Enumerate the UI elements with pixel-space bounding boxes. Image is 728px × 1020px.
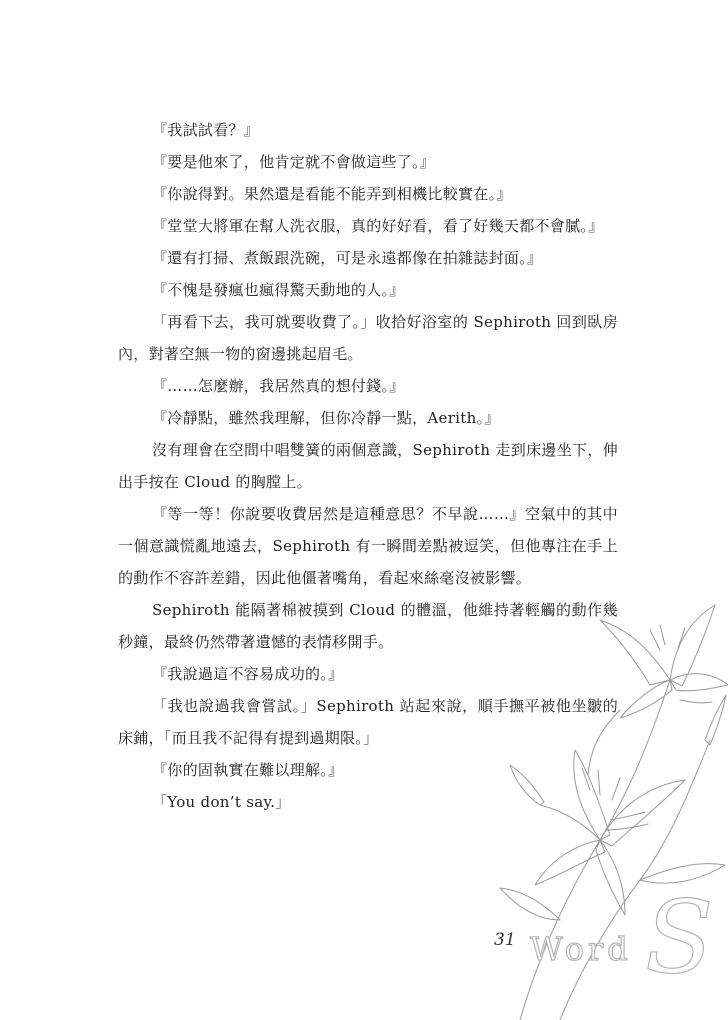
paragraph: 『不愧是發瘋也瘋得驚天動地的人。』 [152,281,405,299]
page-number: 31 [494,930,516,950]
paragraph: 「我也說過我會嘗試。」Sephiroth 站起來說，順手撫平被他坐皺的床鋪，「而且我不記得有提到過期限。」 [118,697,618,747]
paragraph: 『你說得對。果然還是看能不能弄到相機比較實在。』 [152,185,512,203]
paragraph: 『要是他來了，他肯定就不會做這些了。』 [152,153,436,171]
paragraph: 『還有打掃、煮飯跟洗碗，可是永遠都像在拍雜誌封面。』 [152,249,543,267]
paragraph: 沒有理會在空間中唱雙簧的兩個意識，Sephiroth 走到床邊坐下，伸出手按在 Cloud 的胸膛上。 [118,441,618,491]
paragraph: 『……怎麼辦，我居然真的想付錢。』 [152,377,405,395]
s-word-logo [530,879,714,996]
paragraph: 「再看下去，我可就要收費了。」收拾好浴室的 Sephiroth 回到臥房內，對著空無一物的窗邊挑起眉毛。 [118,313,618,363]
logo-letter: S [645,879,714,996]
paragraph: 『我說過這不容易成功的。』 [152,665,344,683]
logo-word: Word [530,930,632,968]
paragraph: Sephiroth 能隔著棉被摸到 Cloud 的體溫，他維持著輕觸的動作幾秒鐘，最終仍然帶著遺憾的表情移開手。 [118,601,618,651]
paragraph: 「You don’t say.」 [152,793,291,811]
paragraph: 『你的固執實在難以理解。』 [152,761,344,779]
paragraph: 『我試試看？』 [152,121,260,139]
paragraph: 『堂堂大將軍在幫人洗衣服，真的好好看，看了好幾天都不會膩。』 [152,217,604,235]
paragraph: 『冷靜點，雖然我理解，但你冷靜一點，Aerith。』 [152,409,500,427]
paragraph: 『等一等！你說要收費居然是這種意思？不早說……』空氣中的其中一個意識慌亂地遠去，Sephiroth 有一瞬間差點被逗笑，但他專注在手上的動作不容許差錯，因此他僵著嘴角，看起來絲毫沒被影響。 [118,505,618,587]
